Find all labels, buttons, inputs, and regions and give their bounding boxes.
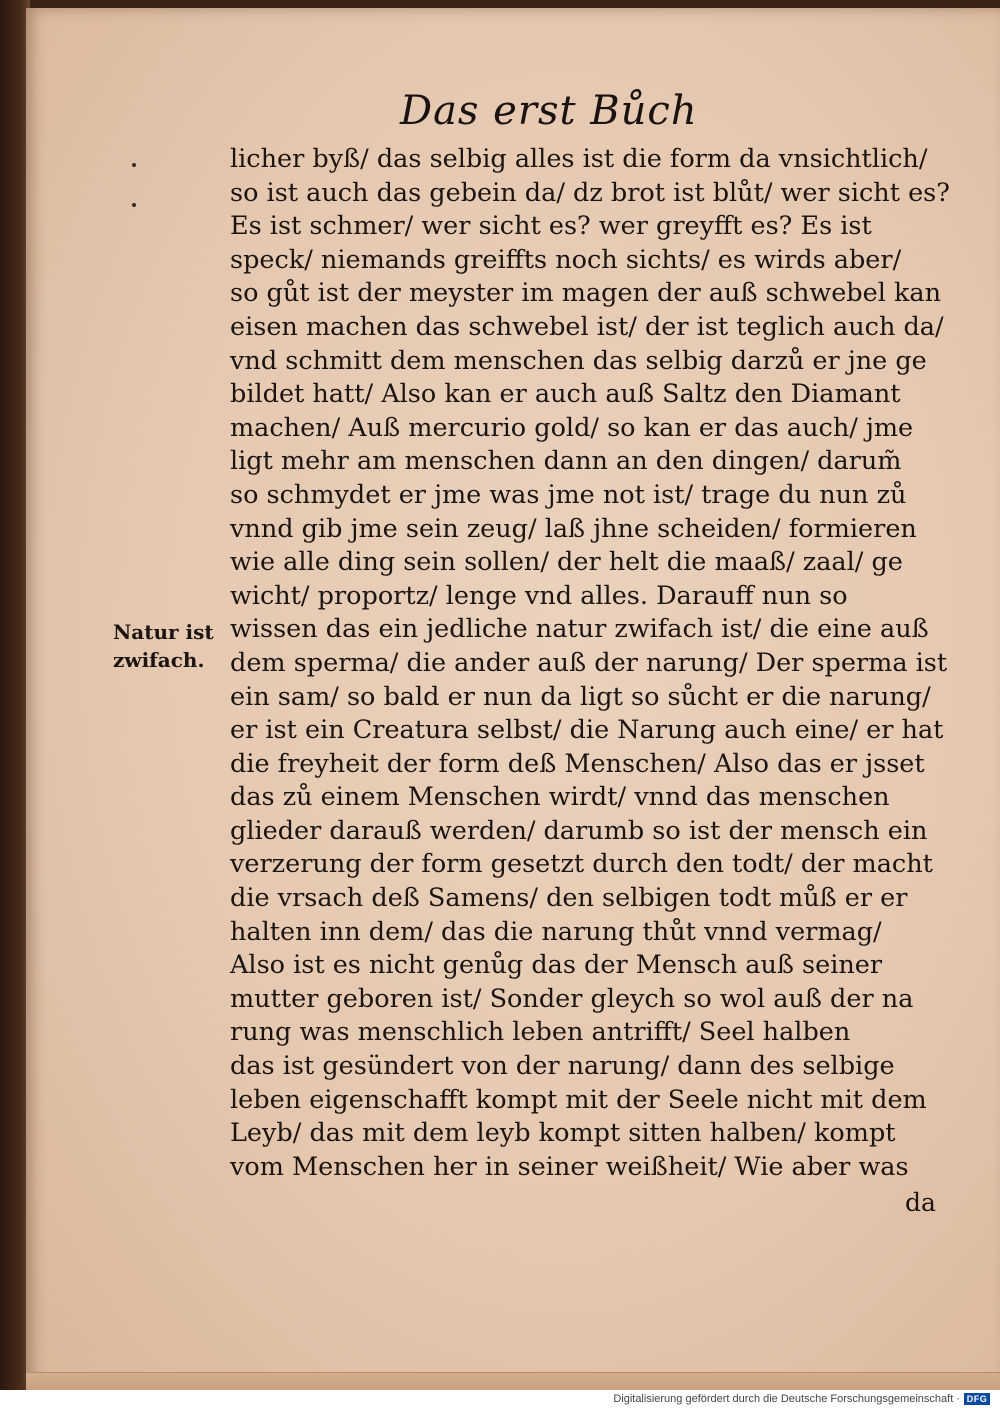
text-line: vnnd gib jme sein zeug/ laß jhne scheiden/ formieren xyxy=(230,513,917,544)
text-line: rung was menschlich leben antrifft/ Seel halben xyxy=(230,1017,851,1048)
stray-ink-mark xyxy=(132,163,136,167)
text-line: ein sam/ so bald er nun da ligt so sůcht er die narung/ xyxy=(230,681,931,712)
text-line: ligt mehr am menschen dann an den dingen/ darum̃ xyxy=(230,446,902,477)
text-line: dem sperma/ die ander auß der narung/ Der sperma ist xyxy=(230,647,948,678)
text-line: er ist ein Creatura selbst/ die Narung auch eine/ er hat xyxy=(230,715,944,746)
marginal-note-line: zwifach. xyxy=(113,648,205,672)
text-line: mutter geboren ist/ Sonder gleych so wol auß der na xyxy=(230,983,914,1014)
text-line: speck/ niemands greiffts noch sichts/ es wirds aber/ xyxy=(230,244,902,275)
text-line: wissen das ein jedliche natur zwifach ist/ die eine auß xyxy=(230,614,929,645)
text-line: das ist gesündert von der narung/ dann des selbige xyxy=(230,1051,895,1082)
text-line: wicht/ proportz/ lenge vnd alles. Darauff nun so xyxy=(230,580,848,611)
text-line: machen/ Auß mercurio gold/ so kan er das auch/ jme xyxy=(230,412,914,443)
text-line: die vrsach deß Samens/ den selbigen todt můß er er xyxy=(230,883,908,914)
catchword: da xyxy=(905,1188,936,1217)
text-line: eisen machen das schwebel ist/ der ist teglich auch da/ xyxy=(230,311,944,342)
text-line: verzerung der form gesetzt durch den todt/ der macht xyxy=(230,849,933,880)
page-bottom-edge xyxy=(26,1372,1000,1390)
marginal-note-line: Natur ist xyxy=(113,620,214,644)
text-line: bildet hatt/ Also kan er auch auß Saltz den Diamant xyxy=(230,379,901,410)
text-line: licher byß/ das selbig alles ist die form da vnsichtlich/ xyxy=(230,144,928,174)
funding-credit: Digitalisierung gefördert durch die Deutsche Forschungsgemeinschaft · xyxy=(613,1393,960,1405)
body-text-block xyxy=(230,143,950,1184)
text-line: glieder darauß werden/ darumb so ist der mensch ein xyxy=(230,815,928,846)
text-line: vom Menschen her in seiner weißheit/ Wie aber was xyxy=(230,1151,909,1182)
stray-ink-mark xyxy=(132,203,136,207)
text-line: die freyheit der form deß Menschen/ Also das er jsset xyxy=(230,748,925,779)
text-line: halten inn dem/ das die narung thůt vnnd vermag/ xyxy=(230,916,882,947)
text-line: so gůt ist der meyster im magen der auß schwebel kan xyxy=(230,278,942,309)
marginal-note xyxy=(113,618,223,674)
text-line: leben eigenschafft kompt mit der Seele nicht mit dem xyxy=(230,1084,927,1115)
text-line: vnd schmitt dem menschen das selbig darzů er jne ge xyxy=(230,345,927,376)
text-line: so ist auch das gebein da/ dz brot ist blůt/ wer sicht es? xyxy=(230,177,950,208)
running-header: Das erst Bůch xyxy=(400,88,698,134)
text-line: das zů einem Menschen wirdt/ vnnd das menschen xyxy=(230,782,890,813)
text-line: Es ist schmer/ wer sicht es? wer greyfft es? Es ist xyxy=(230,211,872,242)
text-line: Leyb/ das mit dem leyb kompt sitten halben/ kompt xyxy=(230,1118,896,1149)
text-line: Also ist es nicht genůg das der Mensch auß seiner xyxy=(230,950,883,981)
dfg-logo: DFG xyxy=(964,1393,990,1405)
text-line: so schmydet er jme was jme not ist/ trage du nun zů xyxy=(230,479,907,510)
text-line: wie alle ding sein sollen/ der helt die maaß/ zaal/ ge xyxy=(230,547,903,578)
